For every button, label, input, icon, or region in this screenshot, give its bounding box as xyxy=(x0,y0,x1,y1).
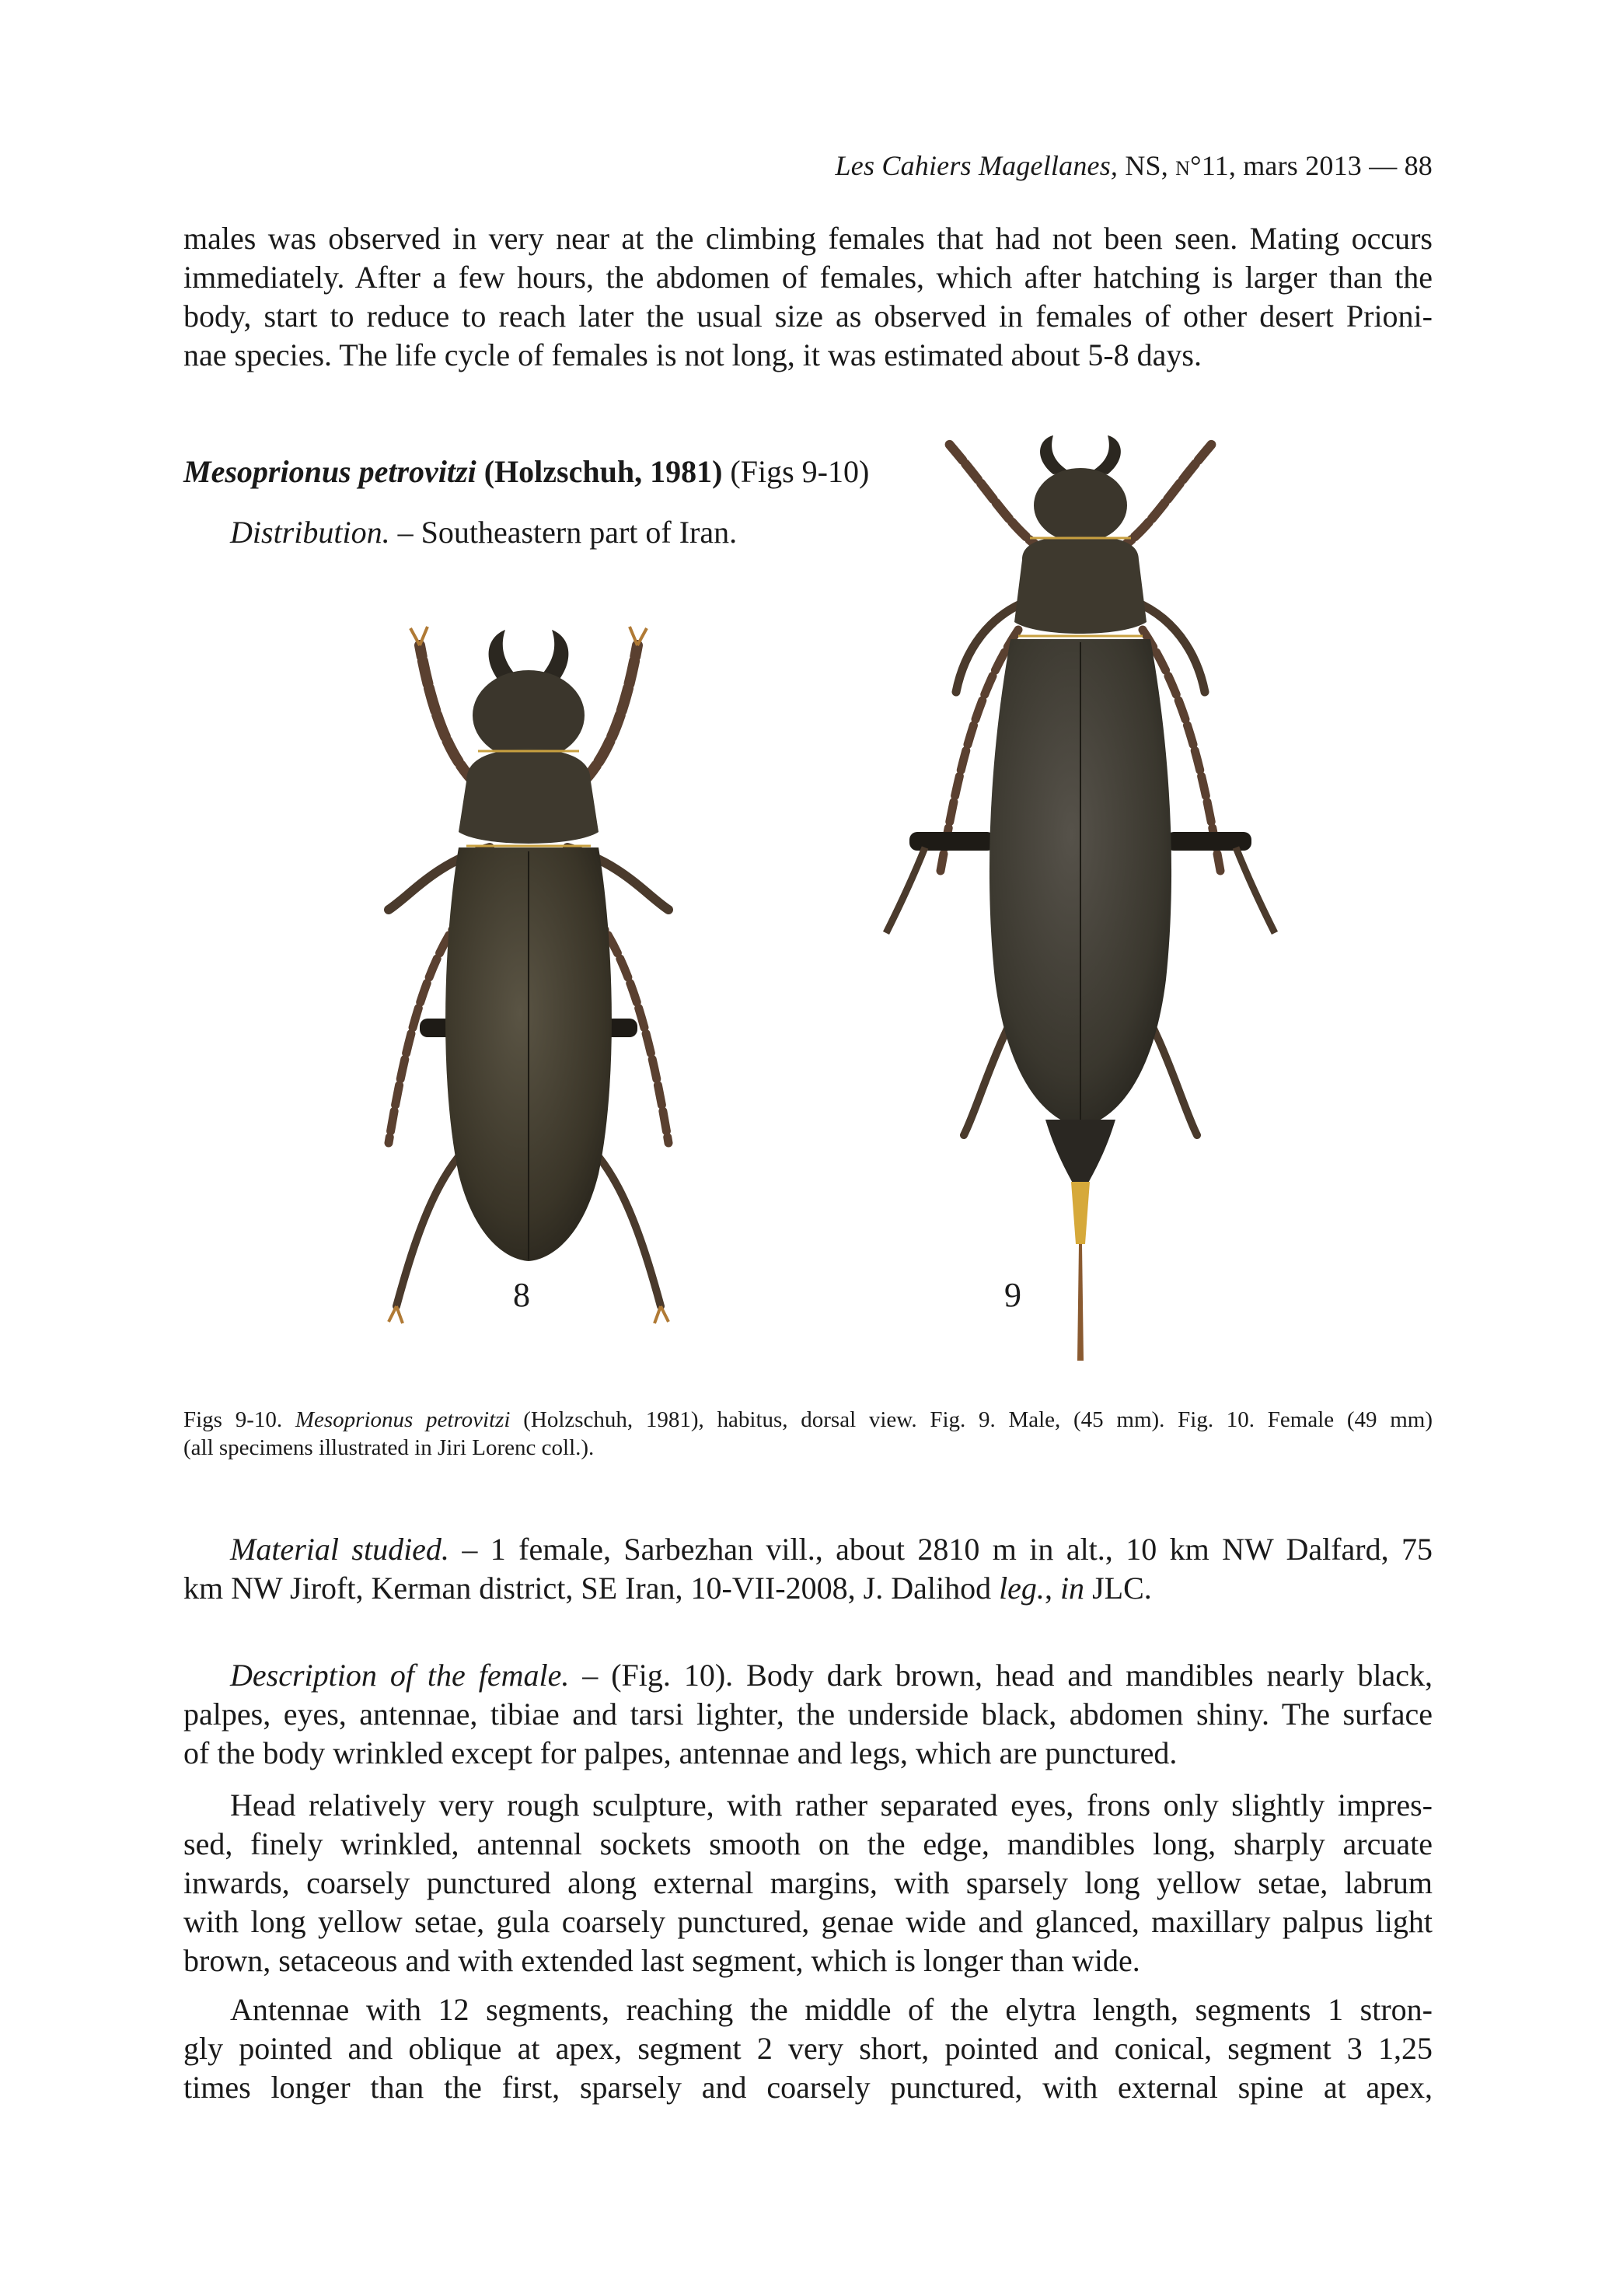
distribution-line xyxy=(230,514,737,550)
paragraph-line: palpes, eyes, antennae, tibiae and tarsi lighter, the underside black, abdomen shiny. The surface xyxy=(183,1697,1433,1732)
paragraph-line: times longer than the first, sparsely and coarsely punctured, with external spine at apex, xyxy=(183,2070,1433,2105)
material-leg: leg. xyxy=(999,1571,1045,1606)
paragraph-line: Head relatively very rough sculpture, with rather separated eyes, frons only slightly impres- xyxy=(230,1788,1433,1822)
description-text: – (Fig. 10). Body dark brown, head and mandibles nearly black, xyxy=(582,1658,1433,1693)
paragraph-line: inwards, coarsely punctured along external margins, with sparsely long yellow setae, labrum xyxy=(183,1865,1433,1900)
figure-number-left: 8 xyxy=(513,1276,530,1314)
figure-number-right: 9 xyxy=(1004,1276,1021,1314)
description-label: Description of the female. xyxy=(230,1658,570,1693)
journal-name: Les Cahiers Magellanes, xyxy=(835,150,1119,181)
running-header xyxy=(836,149,1433,182)
species-heading xyxy=(183,453,869,490)
intro-paragraph xyxy=(183,219,1433,375)
head-paragraph xyxy=(183,1786,1433,1980)
beetle-female-figure xyxy=(878,435,1283,1368)
material-in: in xyxy=(1059,1571,1085,1606)
issue-and-page: °11, mars 2013 — 88 xyxy=(1190,150,1433,181)
caption-line xyxy=(183,1406,1433,1434)
number-prefix: N xyxy=(1175,157,1191,180)
description-paragraph xyxy=(183,1656,1433,1773)
paragraph-line: males was observed in very near at the climbing females that had not been seen. Mating occurs xyxy=(183,221,1433,256)
paragraph-line xyxy=(183,1569,1433,1608)
paragraph-line: with long yellow setae, gula coarsely punctured, genae wide and glanced, maxillary palpus light xyxy=(183,1904,1433,1939)
caption-species: Mesoprionus petrovitzi xyxy=(295,1407,511,1432)
paragraph-line: immediately. After a few hours, the abdomen of females, which after hatching is larger than the xyxy=(183,260,1433,295)
figure-caption xyxy=(183,1406,1433,1462)
material-text: km NW Jiroft, Kerman district, SE Iran, 10-VII-2008, J. Dalihod xyxy=(183,1571,992,1606)
paragraph-line xyxy=(183,1530,1433,1569)
paragraph-line: Antennae with 12 segments, reaching the middle of the elytra length, segments 1 stron- xyxy=(230,1992,1433,2027)
antennae-paragraph xyxy=(183,1990,1433,2107)
material-text: JLC. xyxy=(1092,1571,1152,1606)
material-text: – 1 female, Sarbezhan vill., about 2810 m in alt., 10 km NW Dalfard, 75 xyxy=(462,1532,1433,1567)
paragraph-line xyxy=(183,1656,1433,1695)
paragraph-line: body, start to reduce to reach later the usual size as observed in females of other desert Prioni- xyxy=(183,299,1433,334)
series: NS, xyxy=(1125,150,1168,181)
species-figs-ref: (Figs 9-10) xyxy=(730,454,870,489)
material-text: , xyxy=(1044,1571,1052,1606)
paragraph-line: brown, setaceous and with extended last segment, which is longer than wide. xyxy=(183,1943,1140,1978)
paragraph-line: gly pointed and oblique at apex, segment 2 very short, pointed and conical, segment 3 1,25 xyxy=(183,2031,1433,2066)
caption-rest: (Holzschuh, 1981), habitus, dorsal view. Fig. 9. Male, (45 mm). Fig. 10. Female (49 mm) xyxy=(523,1407,1433,1432)
material-label: Material studied. xyxy=(230,1532,449,1567)
paragraph-line: nae species. The life cycle of females is not long, it was estimated about 5-8 days. xyxy=(183,337,1202,372)
species-name: Mesoprionus petrovitzi xyxy=(183,454,476,489)
paragraph-line: sed, finely wrinkled, antennal sockets smooth on the edge, mandibles long, sharply arcuate xyxy=(183,1826,1433,1861)
caption-prefix: Figs 9-10. xyxy=(183,1407,283,1432)
distribution-text: – Southeastern part of Iran. xyxy=(397,515,738,550)
beetle-male-figure xyxy=(342,614,715,1345)
caption-line: (all specimens illustrated in Jiri Lorenc coll.). xyxy=(183,1435,595,1460)
material-paragraph xyxy=(183,1530,1433,1608)
distribution-label: Distribution. xyxy=(230,515,390,550)
species-author: (Holzschuh, 1981) xyxy=(483,454,723,489)
paragraph-line: of the body wrinkled except for palpes, antennae and legs, which are punctured. xyxy=(183,1735,1178,1770)
